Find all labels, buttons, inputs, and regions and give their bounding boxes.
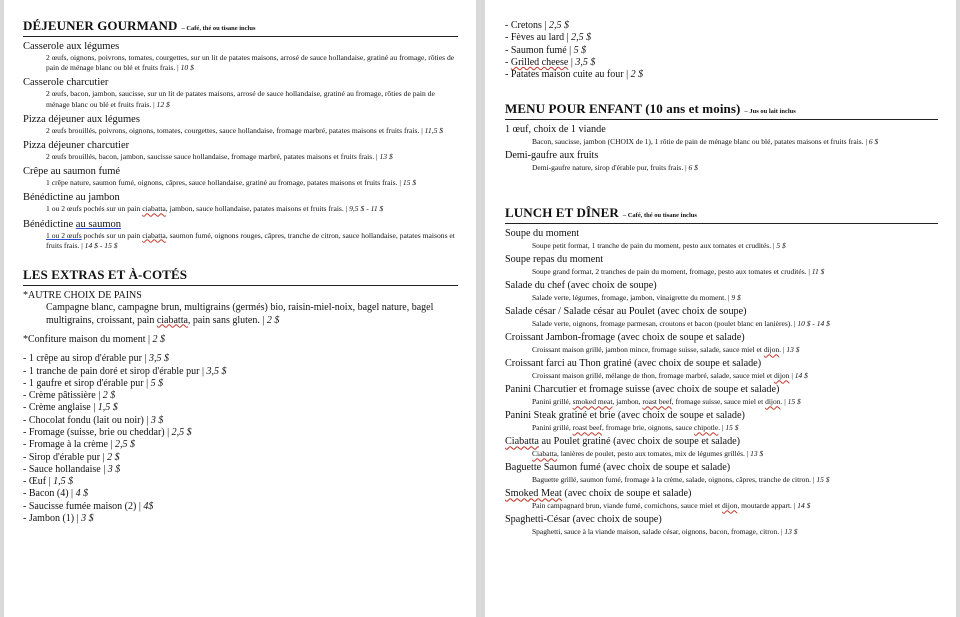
list-item: - Saumon fumé | 5 $ [505, 44, 587, 56]
item-name: Panini Steak gratiné et brie (avec choix de soupe et salade) [505, 410, 745, 422]
item-price: 9 $ [731, 293, 741, 303]
menu-item [505, 358, 938, 381]
item-name: Spaghetti-César (avec choix de soupe) [505, 514, 662, 526]
item-name: Casserole charcutier [23, 77, 109, 89]
list-item: - Saucisse fumée maison (2) | 4$ [23, 500, 154, 512]
item-price: 14 $ [797, 501, 811, 511]
section-header-extras [23, 267, 458, 286]
list-item: - Cretons | 2,5 $ [505, 20, 569, 31]
item-description: Soupe grand format, 2 tranches de pain du moment, fromage, pesto aux tomates et crudités. | 11 $ [532, 267, 825, 277]
section-title: MENU POUR ENFANT (10 ans et moins) [505, 101, 741, 117]
list-item: - Sauce hollandaise | 3 $ [23, 463, 121, 475]
menu-item [505, 306, 938, 329]
item-description: Spaghetti, sauce à la viande maison, salade césar, oignons, bacon, fromage, citron. | 13 $ [532, 527, 798, 537]
item-price: 11 $ [811, 267, 825, 277]
item-name: Croissant farci au Thon gratiné (avec choix de soupe et salade) [505, 358, 762, 370]
item-price: 10 $ [180, 63, 194, 73]
menu-item [505, 384, 938, 407]
item-description: 2 œufs brouillés, bacon, jambon, saucisse sauce hollandaise, fromage marbré, patates maisons et fruits frais. | 13 $ [46, 152, 393, 162]
section-title: DÉJEUNER GOURMAND [23, 18, 178, 33]
menu-item [505, 462, 938, 485]
item-name: Pizza déjeuner charcutier [23, 140, 130, 152]
item-description: Croissant maison grillé, mélange de thon, fromage marbré, salade, sauce miel et dijon | 14 $ [532, 371, 808, 381]
item-description: Panini grillé, roast beef, fromage brie, oignons, sauce chipotle. | 15 $ [532, 423, 739, 433]
item-name: Soupe du moment [505, 228, 580, 240]
menu-item [505, 124, 938, 147]
list-item: - 1 crêpe au sirop d'érable pur | 3,5 $ [23, 353, 169, 365]
menu-item [505, 280, 938, 303]
menu-item [505, 436, 938, 459]
list-item: - Chocolat fondu (lait ou noir) | 3 $ [23, 414, 164, 426]
item-price: 6 $ [688, 163, 698, 173]
item-price: 10 $ - 14 $ [797, 319, 830, 329]
item-description: Croissant maison grillé, jambon mince, fromage suisse, salade, sauce miel et dijon. | 13 $ [532, 345, 800, 355]
item-price: 11,5 $ [424, 125, 444, 135]
item-description: Salade verte, légumes, fromage, jambon, vinaigrette du moment. | 9 $ [532, 293, 741, 303]
item-price: 14 $ [794, 371, 808, 381]
item-name: Crêpe au saumon fumé [23, 166, 121, 178]
menu-item [505, 332, 938, 355]
item-name: Panini Charcutier et fromage suisse (avec choix de soupe et salade) [505, 384, 780, 396]
item-description: 2 œufs, bacon, jambon, saucisse, sur un lit de patates maisons, arrosé de sauce hollandaise, gratiné au fromage, rôties de pain de ménage blanc ou blé et fruits frais. | 12 $ [46, 89, 435, 109]
list-item: - Jambon (1) | 3 $ [23, 513, 94, 525]
section-header-lunch [505, 205, 938, 224]
item-name: Baguette Saumon fumé (avec choix de soupe et salade) [505, 462, 731, 474]
menu-item [23, 166, 458, 188]
item-name: 1 œuf, choix de 1 viande [505, 124, 606, 136]
section-note: – Café, thé ou tisane inclus [622, 212, 697, 220]
item-price: 15 $ [402, 178, 417, 188]
item-price: 2 $ [152, 333, 166, 345]
menu-item [23, 140, 458, 162]
section-header-enfant [505, 101, 938, 120]
item-description: Ciabatta, lanières de poulet, pesto aux tomates, mix de légumes grillés. | 13 $ [532, 449, 764, 459]
item-description: Soupe petit format, 1 tranche de pain du moment, pesto aux tomates et crudités. | 5 $ [532, 241, 786, 251]
list-item: - Grilled cheese | 3,5 $ [505, 56, 596, 68]
list-item: - Œuf | 1,5 $ [23, 476, 74, 488]
menu-item [505, 150, 938, 173]
item-name: Casserole aux légumes [23, 41, 120, 52]
menu-item [505, 488, 938, 511]
item-price: 12 $ [156, 99, 170, 109]
section-note: – Café, thé ou tisane inclus [181, 25, 256, 32]
extras-pains-list: Campagne blanc, campagne brun, multigrains (germés) bio, raisin-miel-noix, bagel nature, bagel multigrains, croissant, pain ciabatta, pain sans gluten. | 2 $ [46, 302, 434, 326]
list-item: - Crème pâtissière | 2 $ [23, 390, 116, 402]
extras-confiture: *Confiture maison du moment | 2 $ [23, 333, 166, 345]
menu-item [23, 114, 458, 136]
item-description: Bacon, saucisse, jambon (CHOIX de 1), 1 rôtie de pain de ménage blanc ou blé, patates maisons et fruits frais. | 6 $ [532, 137, 879, 147]
item-description: 1 ou 2 œufs pochés sur un pain ciabatta, jambon, sauce hollandaise, patates maisons et fruits frais. | 9,5 $ - 11 $ [46, 204, 384, 214]
list-item: - Patates maison cuite au four | 2 $ [505, 69, 644, 81]
item-description: Panini grillé, smoked meat, jambon, roast beef, fromage suisse, sauce miel et dijon. | 15 $ [532, 397, 801, 407]
section-title: LES EXTRAS ET À-COTÉS [23, 267, 188, 283]
list-item: - Sirop d'érable pur | 2 $ [23, 451, 120, 463]
item-price: 9,5 $ - 11 $ [349, 204, 384, 214]
menu-item [23, 41, 458, 73]
list-item: - 1 tranche de pain doré et sirop d'érable pur | 3,5 $ [23, 365, 227, 377]
item-description: Demi-gaufre nature, sirop d'érable pur, fruits frais. | 6 $ [532, 163, 698, 173]
item-price: 13 $ [750, 449, 764, 459]
menu-page-left [4, 0, 476, 617]
item-name: Salade césar / Salade césar au Poulet (avec choix de soupe) [505, 306, 747, 318]
item-description: Pain campagnard brun, viande fumé, cornichons, sauce miel et dijon, moutarde appart. | 14 $ [532, 501, 811, 511]
item-description: Baguette grillé, saumon fumé, fromage à la crème, salade, oignons, câpres, tranche de citron. | 15 $ [532, 475, 830, 485]
item-price: 13 $ [379, 152, 393, 162]
menu-item [23, 192, 458, 214]
menu-item [505, 228, 938, 251]
item-price: 15 $ [787, 397, 801, 407]
item-description: Salade verte, oignons, fromage parmesan, croutons et bacon (poulet blanc en lanières). | 10 $ - 14 $ [532, 319, 830, 329]
item-price: 14 $ - 15 $ [84, 240, 118, 250]
item-description: 1 crêpe nature, saumon fumé, oignons, câpres, sauce hollandaise, gratiné au fromage, patates maisons et fruits frais. | 15 $ [46, 178, 417, 188]
item-description: 2 œufs, oignons, poivrons, tomates, courgettes, sur un lit de patates maisons, arrosé de sauce hollandaise, gratiné au fromage, rôties de pain de ménage blanc ou blé et fruits frais. | 10 $ [46, 53, 455, 73]
list-item: - Fèves au lard | 2,5 $ [505, 32, 592, 44]
extras-pains-title: *AUTRE CHOIX DE PAINS [23, 290, 142, 302]
item-price: 15 $ [725, 423, 739, 433]
menu-item [23, 77, 458, 109]
item-name: Bénédictine au saumon [23, 218, 121, 230]
item-name: Demi-gaufre aux fruits [505, 150, 599, 162]
menu-item [505, 514, 938, 537]
item-description: 1 ou 2 œufs pochés sur un pain ciabatta, saumon fumé, oignons rouges, câpres, tranche de citron, sauce hollandaise, patates maisons et fruits frais. | 14 $ - 15 $ [46, 230, 455, 250]
section-header-dejeuner [23, 18, 458, 37]
item-price: 6 $ [868, 137, 879, 147]
item-description: 2 œufs brouillés, poivrons, oignons, tomates, courgettes, sauce hollandaise, fromage marbré, patates maisons et fruits frais. | 11,5 $ [46, 125, 444, 135]
item-price: 2 $ [266, 314, 280, 326]
list-item: - 1 gaufre et sirop d'érable pur | 5 $ [23, 377, 164, 389]
item-name: Salade du chef (avec choix de soupe) [505, 280, 657, 292]
menu-item [505, 254, 938, 277]
list-item: - Crème anglaise | 1,5 $ [23, 402, 118, 414]
section-title: LUNCH ET DÎNER [505, 205, 619, 221]
item-name: Croissant Jambon-fromage (avec choix de soupe et salade) [505, 332, 745, 344]
list-item: - Fromage à la crème | 2,5 $ [23, 439, 135, 451]
list-item: - Bacon (4) | 4 $ [23, 488, 89, 500]
item-name: Soupe repas du moment [505, 254, 604, 266]
list-item: - Fromage (suisse, brie ou cheddar) | 2,5 $ [23, 427, 192, 438]
menu-item [23, 219, 458, 251]
menu-item [505, 410, 938, 433]
item-name: Smoked Meat (avec choix de soupe et salade) [505, 488, 692, 500]
item-name: Ciabatta au Poulet gratiné (avec choix de soupe et salade) [505, 436, 741, 448]
item-price: 5 $ [776, 241, 786, 251]
item-name: Bénédictine au jambon [23, 192, 120, 204]
item-name: Pizza déjeuner aux légumes [23, 113, 140, 125]
section-note: – Jus ou lait inclus [744, 108, 796, 116]
item-price: 13 $ [786, 345, 800, 355]
item-price: 13 $ [784, 527, 798, 537]
menu-page-right [485, 0, 956, 617]
item-price: 15 $ [816, 475, 830, 485]
